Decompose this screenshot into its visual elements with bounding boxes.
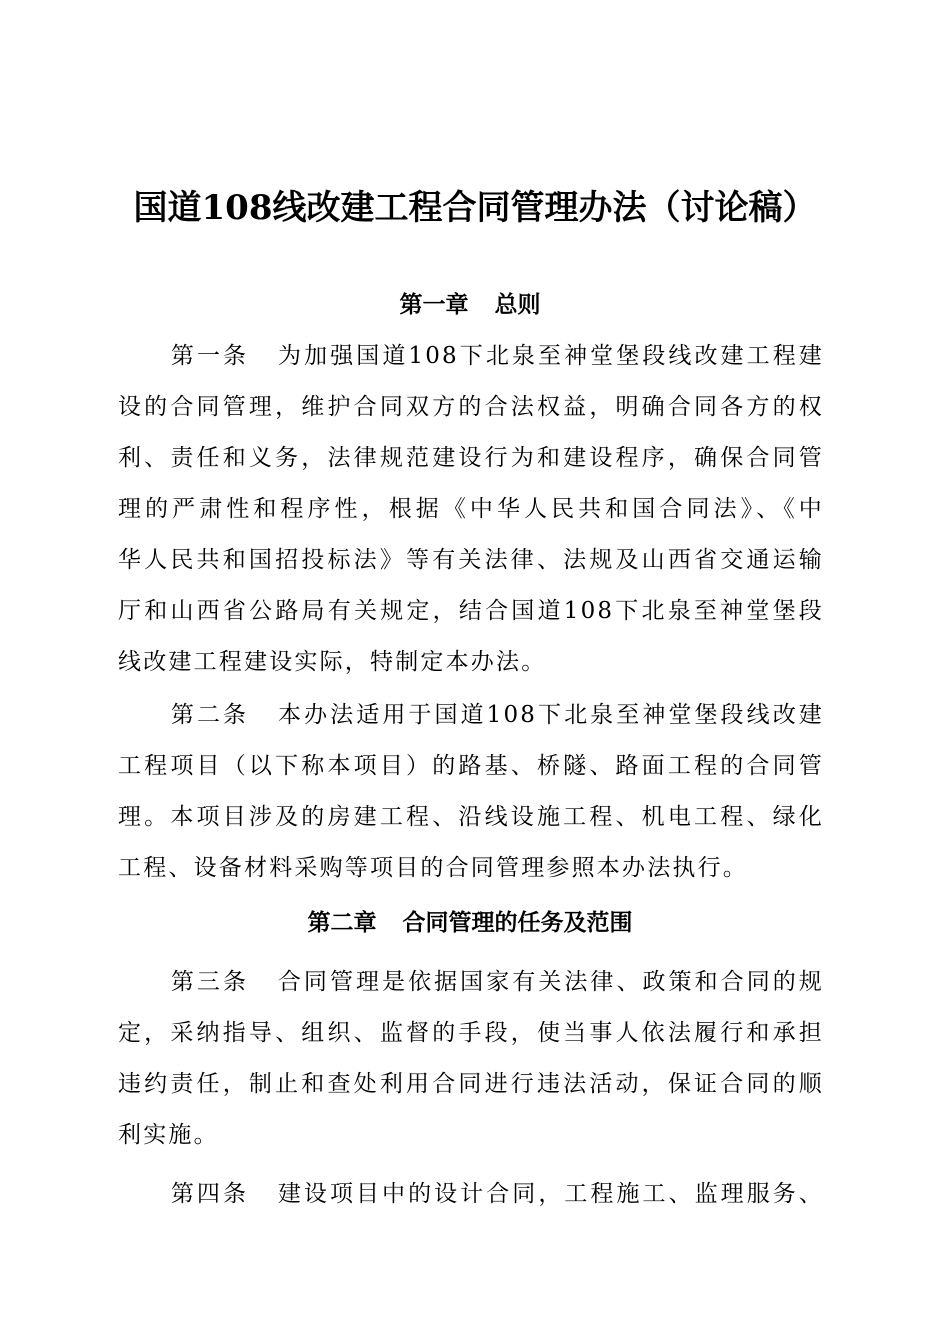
chapter-heading bbox=[0, 903, 940, 943]
article-paragraph bbox=[118, 690, 824, 894]
article-line: 工程项目（以下称本项目）的路基、桥隧、路面工程的合同管 bbox=[118, 753, 824, 779]
article-line: 第一条 为加强国道108下北泉至神堂堡段线改建工程建 bbox=[170, 343, 824, 369]
chapter-name: 总则 bbox=[494, 292, 541, 318]
article-label: 第三条 bbox=[170, 969, 249, 995]
article-line: 厅和山西省公路局有关规定，结合国道108下北泉至神堂堡段 bbox=[118, 598, 824, 624]
article-line: 理。本项目涉及的房建工程、沿线设施工程、机电工程、绿化 bbox=[118, 804, 824, 830]
article-paragraph bbox=[118, 1169, 824, 1220]
document-title: 国道108线改建工程合同管理办法（讨论稿） bbox=[133, 188, 817, 228]
article-line: 设的合同管理，维护合同双方的合法权益，明确合同各方的权 bbox=[118, 394, 824, 420]
article-line: 利、责任和义务，法律规范建设行为和建设程序，确保合同管 bbox=[118, 445, 824, 471]
article-line: 第二条 本办法适用于国道108下北泉至神堂堡段线改建 bbox=[170, 702, 824, 728]
article-line: 工程、设备材料采购等项目的合同管理参照本办法执行。 bbox=[118, 855, 748, 881]
article-label: 第一条 bbox=[170, 343, 250, 369]
article-paragraph bbox=[118, 957, 824, 1161]
article-line: 违约责任，制止和查处利用合同进行违法活动，保证合同的顺 bbox=[118, 1071, 824, 1097]
article-line: 第三条 合同管理是依据国家有关法律、政策和合同的规 bbox=[170, 969, 824, 995]
chapter-heading bbox=[0, 285, 940, 325]
article-line: 理的严肃性和程序性，根据《中华人民共和国合同法》、《中 bbox=[118, 496, 824, 522]
article-paragraph bbox=[118, 331, 824, 688]
article-label: 第四条 bbox=[170, 1181, 249, 1207]
article-line: 利实施。 bbox=[118, 1122, 219, 1148]
chapter-name: 合同管理的任务及范围 bbox=[402, 910, 633, 936]
chapter-label: 第一章 bbox=[399, 292, 469, 318]
article-line: 第四条 建设项目中的设计合同，工程施工、监理服务、 bbox=[170, 1181, 824, 1207]
article-line: 线改建工程建设实际，特制定本办法。 bbox=[118, 649, 547, 675]
article-label: 第二条 bbox=[170, 702, 250, 728]
chapter-label: 第二章 bbox=[307, 910, 377, 936]
article-line: 华人民共和国招投标法》等有关法律、法规及山西省交通运输 bbox=[118, 547, 824, 573]
article-line: 定，采纳指导、组织、监督的手段，使当事人依法履行和承担 bbox=[118, 1020, 824, 1046]
